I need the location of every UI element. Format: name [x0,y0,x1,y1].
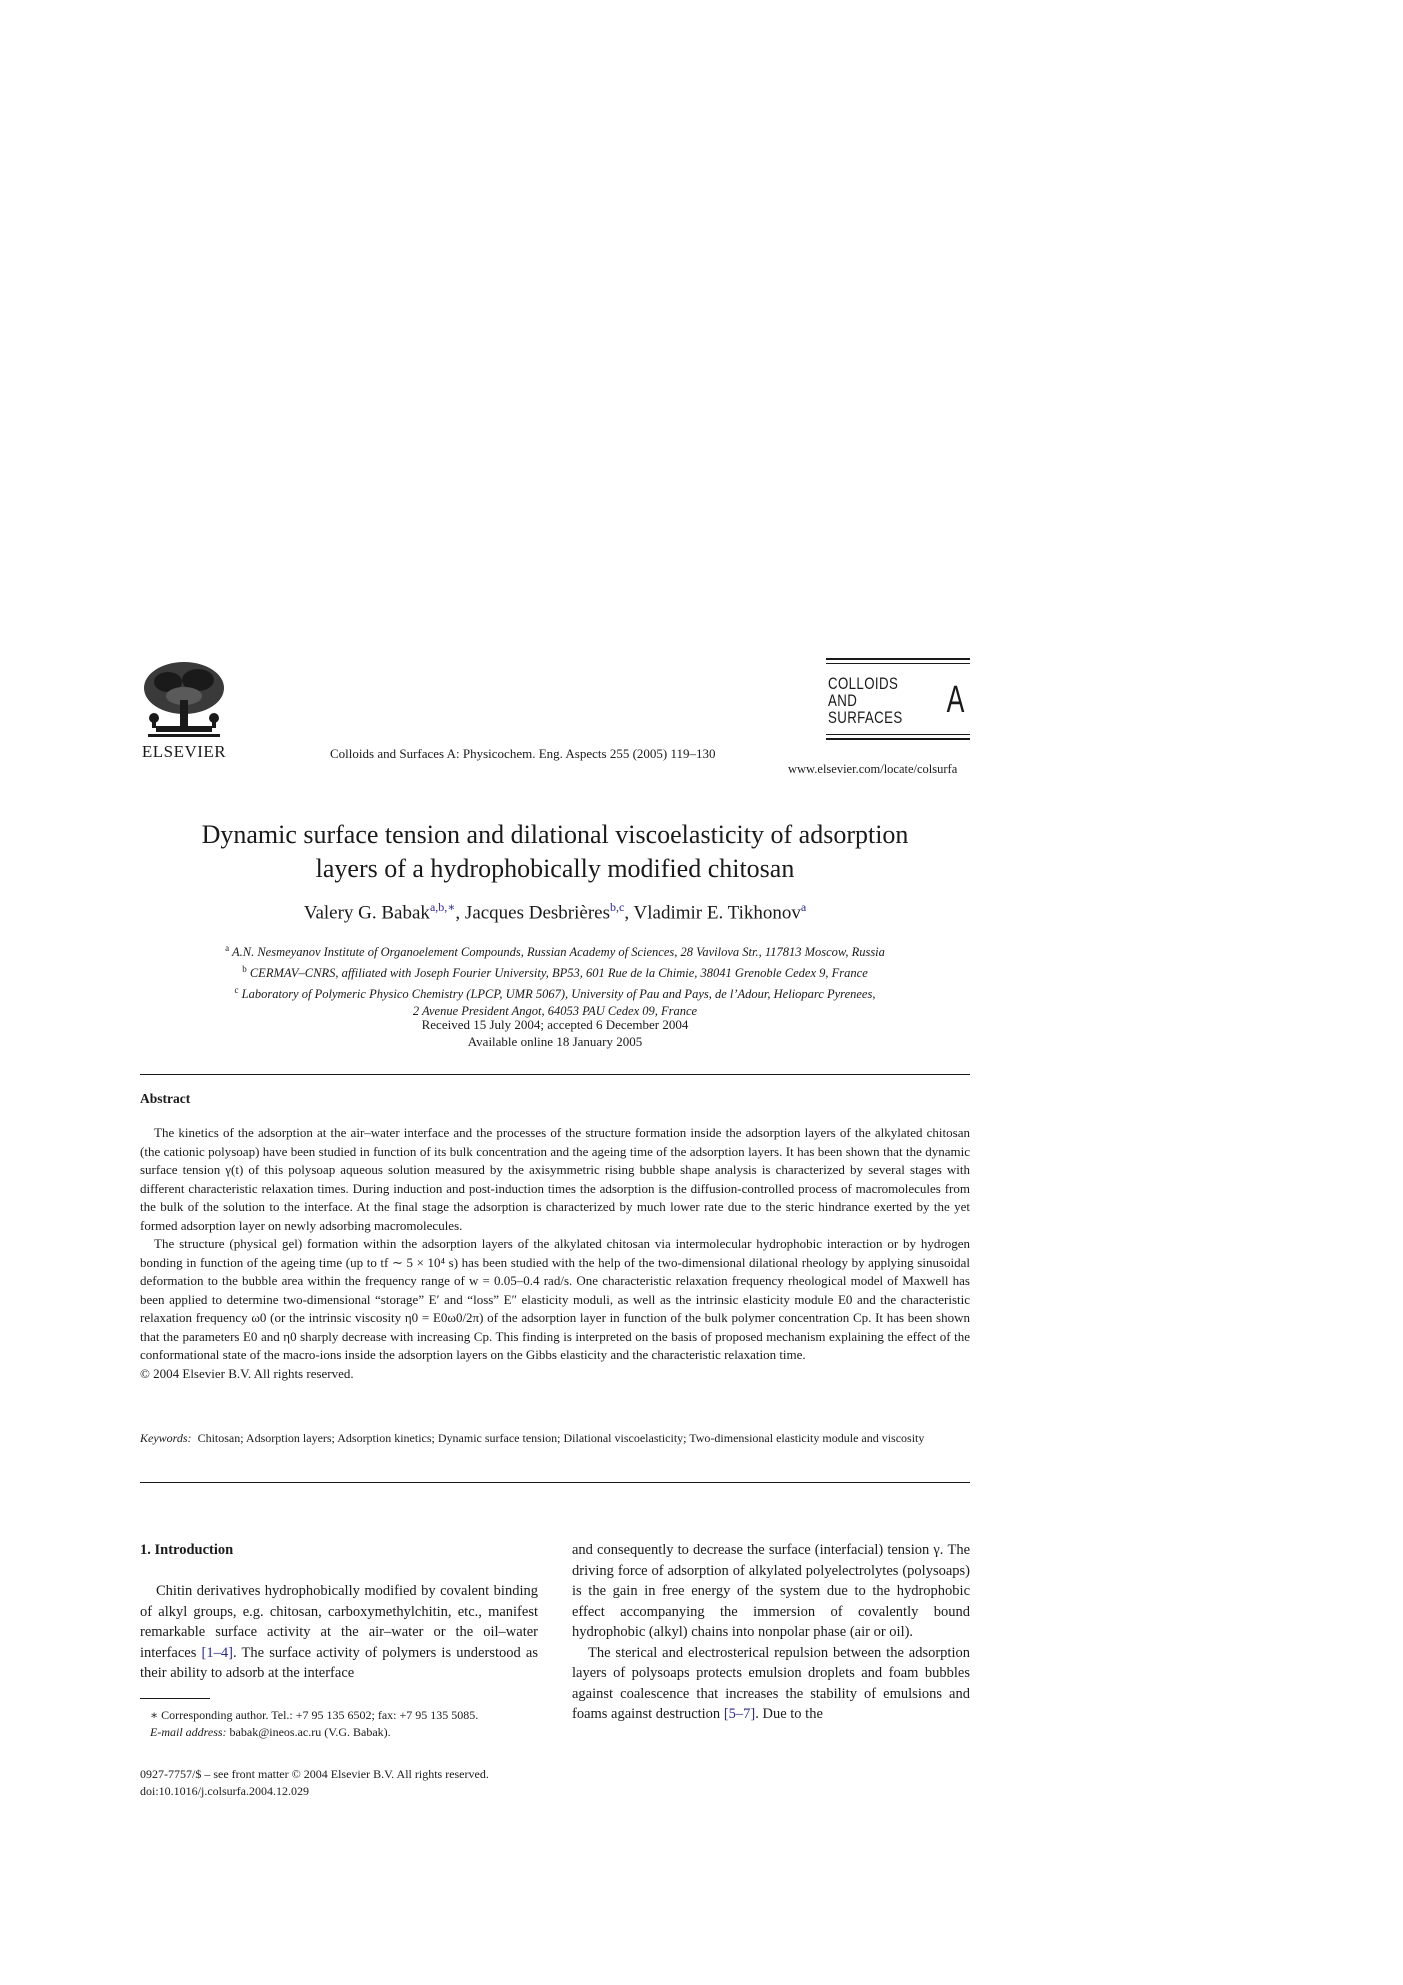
citation-link[interactable]: [5–7] [723,1706,756,1722]
received-date: Received 15 July 2004; accepted 6 December 2004 [421,1017,689,1032]
author-affiliation-mark[interactable]: a,b,∗ [429,900,456,914]
abstract-paragraph: The kinetics of the adsorption at the air–water interface and the processes of the structure formation inside the adsorption layers of the alkylated chitosan (the cationic polysoap) have been studied in function of its bulk concentration and the ageing time of the adsorption layers. It has been shown that the dynamic surface tension γ(t) of this polysoap aqueous solution measured by the axisymmetric rising bubble shape analysis is characterized by several stages with different characteristic relaxation times. During induction and post-induction times the adsorption is the diffusion-controlled process of macromolecules from the bulk of the solution to the interface. At the final stage the adsorption is characterized by much lower rate due to the steric hindrance exerted by the yet formed adsorption layer on newly adsorbing macromolecules. [140,1125,970,1233]
affiliation [140,961,970,982]
journal-name [828,675,903,726]
paper-title [140,818,970,886]
author-affiliation-mark[interactable]: b,c [610,900,625,914]
copyright-line: © 2004 Elsevier B.V. All rights reserved. [140,1365,354,1381]
body-column-left [140,1581,538,1684]
body-text: Chitin derivatives hydrophobically modified by covalent binding of alkyl groups, e.g. chitosan, carboxymethylchitin, etc., manifest remarkable surface activity at the air–water or the oil–water interfaces [140,1583,538,1661]
affiliation [140,940,970,961]
article-metadata [140,1766,489,1800]
body-text: . The surface activity of polymers is understood as their ability to adsorb at the interface [140,1644,538,1681]
author-name: Jacques Desbrières [464,902,611,924]
body-paragraph: and consequently to decrease the surface (interfacial) tension γ. The driving force of adsorption of alkylated polyelectrolytes (polysoaps) is the gain in free energy of the system due to the hydrophobic effect accompanying the immersion of covalently bound hydrophobic (alkyl) chains into nonpolar phase (air or oil). [572,1542,970,1640]
citation-link[interactable]: [1–4] [201,1644,233,1661]
body-paragraph [572,1643,970,1725]
footnote [140,1707,540,1741]
abstract-body [140,1124,970,1383]
body-paragraph [140,1581,538,1684]
affiliation-list [140,940,970,1020]
issn-line: 0927-7757/$ – see front matter © 2004 Elsevier B.V. All rights reserved. [140,1767,489,1781]
section-heading: 1. Introduction [140,1542,234,1558]
affiliation-mark: a [225,943,230,953]
affiliation [140,982,970,1003]
journal-name-line: SURFACES [828,708,903,727]
affiliation-mark: c [234,985,239,996]
journal-name-line: AND [828,691,858,710]
body-text: The sterical and electrosterical repulsion between the adsorption layers of polysoaps protects emulsion droplets and foam bubbles against coalescence that increases the stability of emulsions and foams against destruction [572,1644,970,1722]
affiliation-text: 2 Avenue President Angot, 64053 PAU Cedex 09, France [412,1004,698,1019]
keywords-text: Chitosan; Adsorption layers; Adsorption kinetics; Dynamic surface tension; Dilational viscoelasticity; Two-dimensional elasticity module and viscosity [197,1431,925,1445]
rule [826,658,970,660]
author-name: Valery G. Babak [303,902,430,924]
online-date: Available online 18 January 2005 [467,1034,643,1049]
footnote-divider [140,1698,210,1699]
affiliation-text: A.N. Nesmeyanov Institute of Organoelement Compounds, Russian Academy of Sciences, 28 Vavilova Str., 117813 Moscow, Russia [231,945,885,960]
rule [826,738,970,740]
email-line [140,1724,540,1741]
email-address[interactable]: babak@ineos.ac.ru (V.G. Babak). [226,1725,391,1739]
affiliation-text: Laboratory of Polymeric Physico Chemistry (LPCP, UMR 5067), University of Pau and Pays, de l’Adour, Helioparc Pyrenees, [241,987,876,1002]
publisher-name: ELSEVIER [141,742,227,761]
affiliation-text: CERMAV–CNRS, affiliated with Joseph Fourier University, BP53, 601 Rue de la Chimie, 38041 Grenoble Cedex 9, France [249,966,868,981]
abstract-paragraph: The structure (physical gel) formation within the adsorption layers of the alkylated chitosan via intermolecular hydrophobic interaction or by hydrogen bonding in function of the ageing time (up to tf ∼ 5 × 10⁴ s) has been studied with the help of the two-dimensional dilational rheology by applying sinusoidal deformation to the bubble area within the frequency range of w = 0.05–0.4 rad/s. One characteristic relaxation frequency rheological model of Maxwell has been applied to determine two-dimensional “storage” E′ and “loss” E″ elasticity moduli, as well as the intrinsic elasticity module E0 and the characteristic relaxation frequency ω0 (or the intrinsic viscosity η0 = E0ω0/2π) of the adsorption layer in function of the bulk polymer concentration Cp. It has been shown that the parameters E0 and η0 sharply decrease with increasing Cp. This finding is interpreted on the basis of proposed mechanism explaining the effect of the conformational state of the macro-ions inside the adsorption layers on the Gibbs elasticity and the characteristic relaxation time. [140,1236,970,1362]
doi-line[interactable]: doi:10.1016/j.colsurfa.2004.12.029 [140,1784,309,1798]
journal-url-link[interactable]: www.elsevier.com/locate/colsurfa [788,762,958,776]
keywords [140,1430,970,1447]
divider [140,1074,970,1075]
rule [826,734,970,735]
title-line: layers of a hydrophobically modified chitosan [315,854,795,883]
corresponding-author-note: ∗ Corresponding author. Tel.: +7 95 135 6502; fax: +7 95 135 5085. [150,1708,479,1722]
journal-name-line: COLLOIDS [828,674,899,693]
rule [826,663,970,664]
divider [140,1482,970,1483]
article-dates [140,1016,970,1050]
abstract-heading: Abstract [140,1091,191,1106]
author-affiliation-mark[interactable]: a [800,900,807,914]
keywords-label: Keywords: [140,1431,192,1445]
body-text: . Due to the [755,1706,823,1722]
journal-section-letter: A [946,679,964,721]
affiliation-mark: b [242,964,247,975]
tree-logo-icon [138,660,230,742]
journal-citation: Colloids and Surfaces A: Physicochem. Eng. Aspects 255 (2005) 119–130 [330,746,716,761]
author-list [140,900,970,924]
title-line: Dynamic surface tension and dilational viscoelasticity of adsorption [201,820,909,849]
body-column-right [572,1540,970,1725]
journal-logo-box [826,658,970,743]
author-separator: , [624,902,634,924]
email-label: E-mail address: [150,1725,227,1739]
author-name: Vladimir E. Tikhonov [633,902,801,924]
author-separator: , [455,902,465,924]
